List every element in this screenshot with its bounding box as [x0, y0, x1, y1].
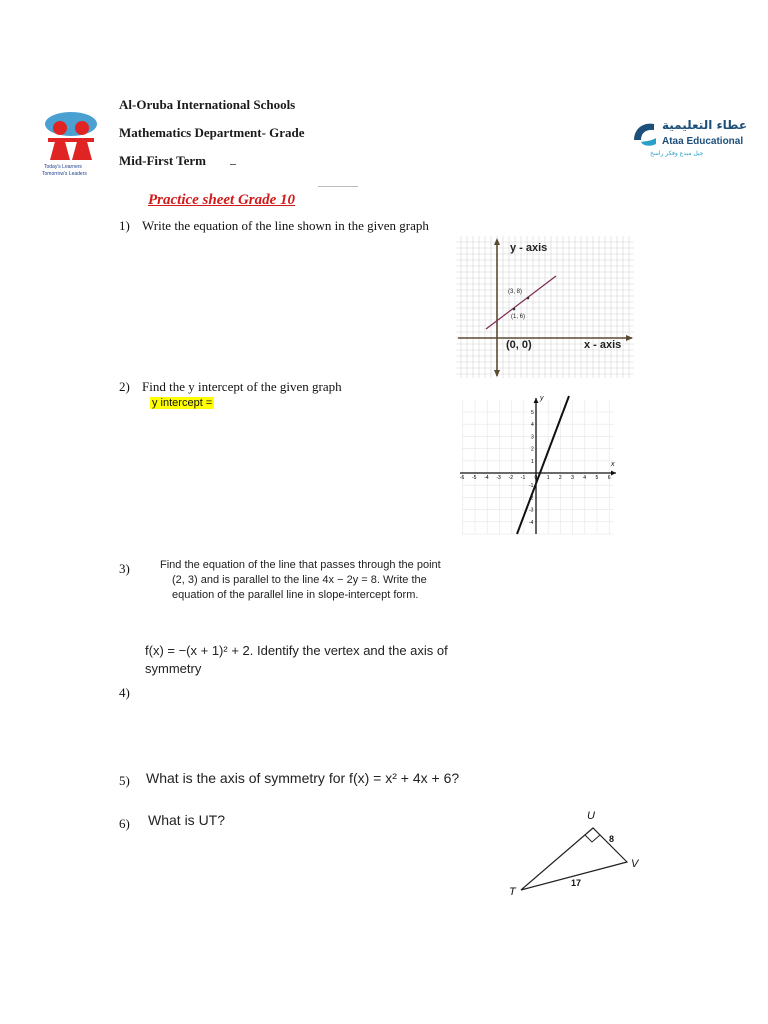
graph-2-svg: [456, 394, 620, 536]
side-tv-label: 17: [571, 878, 582, 888]
x-tick-label: 0: [534, 475, 538, 481]
vertex-v-label: V: [631, 858, 639, 870]
y-tick-label: 1: [531, 458, 534, 465]
q4-line-1: f(x) = −(x + 1)² + 2. Identify the vertex and the axis of: [145, 643, 448, 658]
graph-1-origin-label: (0, 0): [506, 339, 532, 351]
y-tick-label: -1: [529, 483, 534, 490]
q5-text: What is the axis of symmetry for f(x) = x² + 4x + 6?: [146, 770, 460, 786]
q3-number: 3): [119, 561, 130, 576]
q3-line-3: equation of the parallel line in slope-intercept form.: [172, 589, 419, 601]
graph-1: [456, 236, 634, 378]
side-uv-label: 8: [609, 834, 615, 844]
graph-2: [456, 394, 620, 536]
y-tick-label: -3: [529, 507, 534, 514]
q5-number: 5): [119, 773, 130, 788]
q3-line-1: Find the equation of the line that passes through the point: [160, 559, 441, 571]
x-tick-label: 4: [583, 475, 587, 481]
x-tick-label: 2: [558, 475, 562, 481]
x-tick-label: -2: [508, 475, 514, 481]
q6-number: 6): [119, 816, 130, 831]
graph-1-point-a: [527, 297, 530, 300]
school-logo: [40, 104, 102, 180]
x-tick-label: -1: [520, 475, 526, 481]
right-angle-mark: [585, 835, 600, 842]
graph-2-x-label: x: [611, 461, 615, 468]
scan-mark: [230, 164, 236, 165]
ataa-english-name: Ataa Educational: [662, 136, 744, 147]
scan-mark: [318, 186, 358, 187]
graph-2-y-label: y: [540, 395, 544, 402]
graph-1-x-label: x - axis: [584, 339, 622, 351]
q4-number: 4): [119, 685, 130, 700]
y-tick-label: 2: [531, 446, 534, 453]
y-tick-label: -2: [529, 495, 534, 502]
x-tick-label: -6: [459, 475, 465, 481]
q2-answer-label: y intercept =: [152, 397, 213, 409]
logo-tagline-2: Tomorrow's Leaders: [42, 171, 87, 177]
ataa-tagline: جيل مبدع وفكر راسخ: [650, 150, 704, 157]
page-title: Practice sheet Grade 10: [148, 192, 296, 208]
y-tick-label: 4: [531, 422, 534, 429]
y-tick-label: 3: [531, 434, 534, 441]
q6-text: What is UT?: [148, 812, 226, 828]
q3-line-2: (2, 3) and is parallel to the line 4x − 2y = 8. Write the: [172, 574, 427, 586]
school-name: Al-Oruba International Schools: [119, 97, 296, 112]
graph-1-point-a-label: (3, 8): [508, 289, 523, 295]
graph-1-svg: [456, 236, 634, 378]
q2-text: Find the y intercept of the given graph: [142, 379, 342, 394]
logo-tagline-1: Today's Learners: [44, 164, 82, 170]
q4-line-2: symmetry: [145, 661, 202, 676]
x-tick-label: -5: [472, 475, 477, 481]
x-tick-label: -3: [496, 475, 501, 481]
graph-2-line: [517, 396, 569, 534]
x-tick-label: 5: [595, 475, 599, 481]
q2-number: 2): [119, 379, 130, 394]
x-tick-label: 3: [571, 475, 574, 481]
q1-text: Write the equation of the line shown in the given graph: [142, 218, 429, 233]
graph-1-point-b-label: (1, 6): [511, 314, 526, 320]
term-name: Mid-First Term: [119, 153, 207, 168]
ataa-logo: [632, 118, 748, 164]
vertex-t-label: T: [509, 886, 516, 898]
y-tick-label: 5: [531, 410, 534, 416]
graph-1-point-b: [513, 308, 516, 311]
q1-number: 1): [119, 218, 130, 233]
ataa-logo-icon: [632, 120, 658, 148]
vertex-u-label: U: [587, 810, 595, 822]
graph-1-y-label: y - axis: [510, 242, 548, 254]
ataa-arabic-name: عطاء التعليمية: [662, 118, 748, 132]
x-tick-label: -4: [484, 475, 489, 481]
department-name: Mathematics Department- Grade: [119, 125, 305, 140]
y-tick-label: -4: [529, 519, 534, 526]
x-tick-label: 6: [607, 475, 611, 481]
x-tick-label: 1: [546, 475, 550, 481]
triangle-figure: [505, 808, 645, 898]
